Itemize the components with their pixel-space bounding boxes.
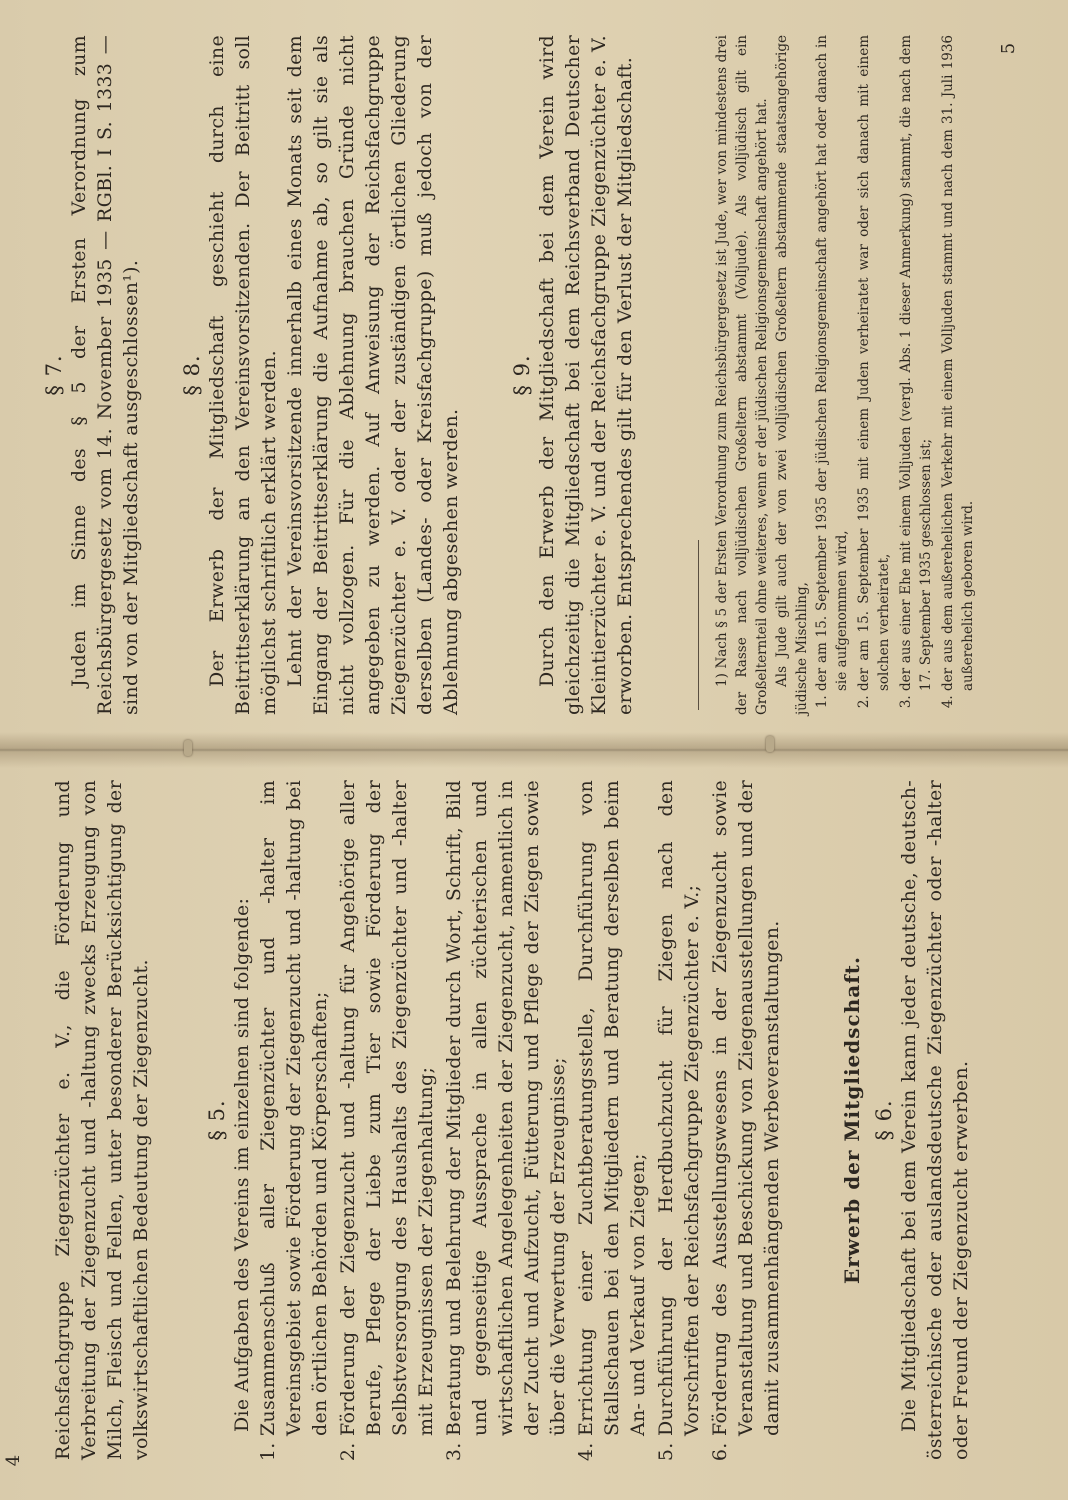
task-item: 5. Durchführung der Herdbuchzucht für Ziegen nach den Vorschriften der Reichsfachgruppe Ziegenzüchter e. V.; bbox=[653, 780, 705, 1436]
footnote-item: 3. der aus einer Ehe mit einem Volljuden (vergl. Abs. 1 dieser Anmerkung) stammt, die nach dem 17. September 1935 geschlossen ist; bbox=[896, 35, 936, 691]
task-item: 1. Zusammenschluß aller Ziegenzüchter und -halter im Vereinsgebiet sowie Förderung der Ziegenzucht und -haltung bei den örtlichen Behörden und Körperschaften; bbox=[255, 780, 333, 1436]
page-five bbox=[0, 0, 1068, 735]
page-number: 5 bbox=[998, 42, 1020, 55]
section-5 bbox=[205, 780, 795, 1460]
staple-right bbox=[766, 736, 774, 752]
section-7-text: Juden im Sinne des § 5 der Ersten Verordnung zum Reichsbürgergesetz vom 14. November 1935 — RGBl. I S. 1333 — sind von der Mitgliedschaft ausgeschlossen¹). bbox=[68, 35, 142, 715]
footnote bbox=[712, 35, 982, 715]
section-6-text: Die Mitgliedschaft bei dem Verein kann jeder deutsche, deutsch-österreichische oder auslandsdeutsche Ziegenzüchter oder -halter oder Freund der Ziegenzucht erwerben. bbox=[898, 780, 972, 1460]
task-item: 6. Förderung des Ausstellungswesens in der Ziegenzucht sowie Veranstaltung und Beschickung von Ziegenausstellungen und der damit zusammenhängenden Werbeveranstaltungen. bbox=[707, 780, 785, 1436]
footnote-item: 4. der aus dem außerehelichen Verkehr mit einem Volljuden stammt und nach dem 31. Juli 1936 außerehelich geboren wird. bbox=[938, 35, 978, 691]
section-9-text: Durch den Erwerb der Mitgliedschaft bei dem Verein wird gleichzeitig die Mitgliedschaft bei dem Reichsverband Deutscher Kleintierzüchter e. V. und der Reichsfachgruppe Ziegenzüchter e. V. erworben. Entsprechendes gilt für den Verlust der Mitgliedschaft. bbox=[536, 35, 636, 715]
page-number: 4 bbox=[3, 1454, 25, 1467]
task-item: 4. Errichtung einer Zuchtberatungsstelle, Durchführung von Stallschauen bei den Mitgliedern und Beratung derselben beim An- und Verkauf von Ziegen; bbox=[573, 780, 651, 1436]
section-5-lead: Die Aufgaben des Vereins im einzelnen sind folgende: bbox=[231, 897, 253, 1432]
staple-left bbox=[184, 740, 192, 756]
section-8-heading: § 8. bbox=[180, 354, 204, 396]
intro-paragraph bbox=[50, 780, 150, 1460]
section-8 bbox=[180, 35, 470, 715]
section-9-heading: § 9. bbox=[510, 354, 534, 396]
section-9 bbox=[510, 35, 680, 715]
footnote-lead: Als Jude gilt auch der von zwei volljüdischen Großeltern abstammende staatsangehörige jüdische Mischling, bbox=[774, 35, 810, 715]
footnote-item: 2. der am 15. September 1935 mit einem Juden verheiratet war oder sich danach mit einem solchen verheiratet, bbox=[854, 35, 894, 691]
section-6-heading: § 6. bbox=[872, 1099, 896, 1141]
membership-title: Erwerb der Mitgliedschaft. bbox=[840, 955, 864, 1285]
page-four bbox=[0, 760, 1068, 1500]
intro-text: Reichsfachgruppe Ziegenzüchter e. V., die Förderung und Verbreitung der Ziegenzucht und -haltung zwecks Erzeugung von Milch, Fleisch und Fellen, unter besonderer Berücksichtigung der volkswirtschaftlichen Bedeutung der Ziegenzucht. bbox=[52, 780, 152, 1460]
footnote-separator bbox=[698, 540, 699, 710]
section-7 bbox=[42, 35, 152, 715]
task-item: 3. Beratung und Belehrung der Mitglieder durch Wort, Schrift, Bild und gegenseitige Aussprache in allen züchterischen und wirtschaftlichen Angelegenheiten der Ziegenzucht, namentlich in der Zucht und Aufzucht, Fütterung und Pflege der Ziegen sowie über die Verwertung der Erzeugnisse; bbox=[441, 780, 571, 1436]
section-7-heading: § 7. bbox=[42, 354, 66, 396]
section-5-heading: § 5. bbox=[205, 1099, 229, 1141]
footnote-item: 1. der am 15. September 1935 der jüdischen Religionsgemeinschaft angehört hat oder danach in sie aufgenommen wird, bbox=[812, 35, 852, 691]
task-item: 2. Förderung der Ziegenzucht und -haltung für Angehörige aller Berufe, Pflege der Liebe zum Tier sowie Förderung der Selbstversorgung des Haushalts des Ziegenzüchter und -halter mit Erzeugnissen der Ziegenhaltung; bbox=[335, 780, 439, 1436]
section-8-paragraph-2: Lehnt der Vereinsvorsitzende innerhalb eines Monats seit dem Eingang der Beitrittserklärung die Aufnahme ab, so gilt sie als nicht vollzogen. Für die Ablehnung brauchen Gründe nicht angegeben zu werden. Auf Anweisung der Reichsfachgruppe Ziegenzüchter e. V. oder der zuständigen örtlichen Gliederung derselben (Landes- oder Kreisfachgruppe) muß jedoch von der Ablehnung abgesehen werden. bbox=[284, 35, 462, 715]
footnote-intro: 1) Nach § 5 der Ersten Verordnung zum Reichsbürgergesetz ist Jude, wer von mindestens drei der Rasse nach volljüdischen Großeltern abstammt (Volljude). Als volljüdisch gilt ein Großelternteil ohne weiteres, wenn er der jüdischen Religionsgemeinschaft angehört hat. bbox=[714, 35, 770, 715]
section-8-paragraph-1: Der Erwerb der Mitgliedschaft geschieht durch eine Beitrittserklärung an den Vereinsvorsitzenden. Der Beitritt soll möglichst schriftlich erklärt werden. bbox=[206, 35, 280, 715]
membership-section bbox=[840, 780, 1010, 1460]
